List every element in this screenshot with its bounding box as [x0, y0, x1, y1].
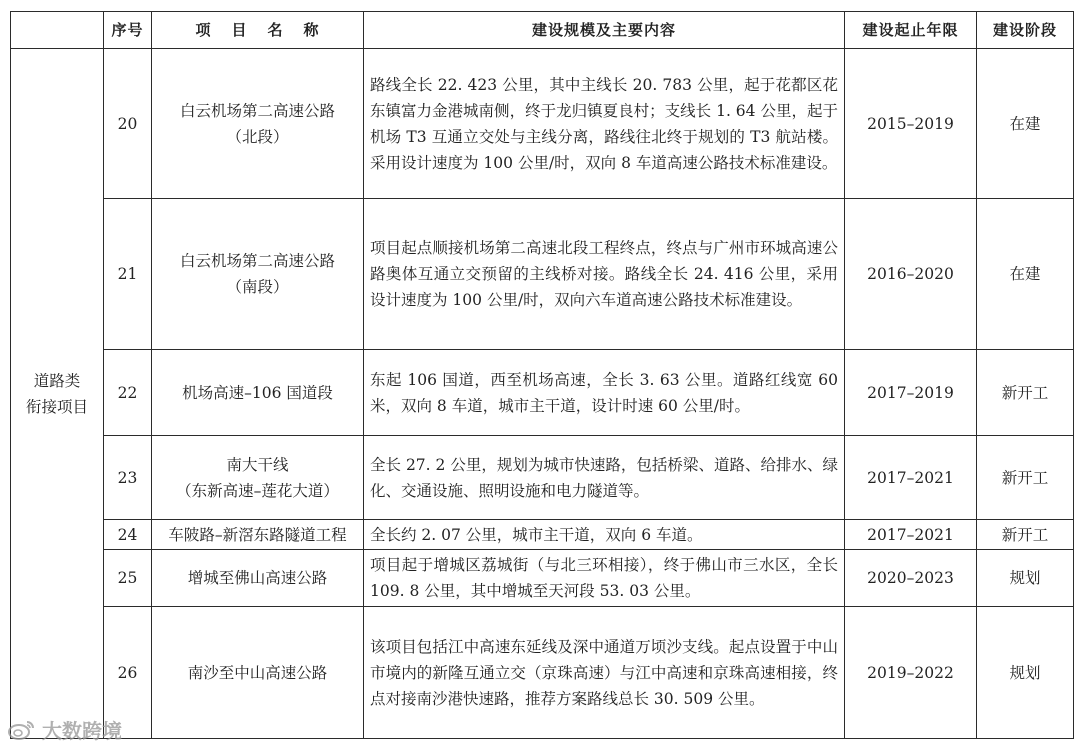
table-row [11, 436, 1074, 520]
seq-cell: 24 [104, 520, 152, 550]
years-cell: 2017–2021 [845, 520, 977, 550]
content-cell: 该项目包括江中高速东延线及深中通道万顷沙支线。起点设置于中山市境内的新隆互通立交（京珠高速）与江中高速和京珠高速相接，终点对接南沙港快速路，推荐方案路线总长 30. 509 公里。 [364, 607, 845, 739]
content-cell: 东起 106 国道，西至机场高速，全长 3. 63 公里。道路红线宽 60 米，双向 8 车道，城市主干道，设计时速 60 公里/时。 [364, 350, 845, 436]
header-name-char: 目 [231, 21, 248, 39]
content-cell: 全长约 2. 07 公里，城市主干道，双向 6 车道。 [364, 520, 845, 550]
project-name-cell [152, 199, 364, 350]
years-cell: 2017–2019 [845, 350, 977, 436]
content-cell: 路线全长 22. 423 公里，其中主线长 20. 783 公里，起于花都区花东镇富力金港城南侧，终于龙归镇夏良村；支线长 1. 64 公里，起于机场 T3 互通立交处与主线分离，路线往北终于规划的 T3 航站楼。采用设计速度为 100 公里/时，双向 8 车道高速公路技术标准建设。 [364, 49, 845, 199]
header-stage: 建设阶段 [977, 12, 1074, 49]
project-name-line: 南大干线 [226, 455, 289, 474]
project-name-line: （南段） [226, 278, 289, 296]
seq-cell: 21 [104, 199, 152, 350]
header-content: 建设规模及主要内容 [364, 12, 845, 49]
seq-cell: 25 [104, 550, 152, 607]
years-cell: 2015–2019 [845, 49, 977, 199]
stage-cell: 新开工 [977, 520, 1074, 550]
project-name-cell [152, 550, 364, 607]
table-row [11, 550, 1074, 607]
watermark [8, 715, 122, 744]
table-header-row [11, 12, 1074, 49]
content-cell: 项目起于增城区荔城街（与北三环相接），终于佛山市三水区，全长 109. 8 公里，其中增城至天河段 53. 03 公里。 [364, 550, 845, 607]
project-name-line: 机场高速–106 国道段 [182, 383, 333, 402]
project-name-cell [152, 520, 364, 550]
stage-cell: 规划 [977, 607, 1074, 739]
stage-cell: 在建 [977, 199, 1074, 350]
content-cell: 项目起点顺接机场第二高速北段工程终点，终点与广州市环城高速公路奥体互通立交预留的主线桥对接。路线全长 24. 416 公里，采用设计速度为 100 公里/时，双向六车道高速公路技术标准建设。 [364, 199, 845, 350]
table-row [11, 199, 1074, 350]
header-seq: 序号 [104, 12, 152, 49]
header-project-name [152, 12, 364, 49]
category-cell [11, 49, 104, 739]
project-name-cell [152, 350, 364, 436]
years-cell: 2017–2021 [845, 436, 977, 520]
weibo-icon [8, 719, 36, 741]
projects-table [10, 11, 1074, 739]
category-line: 衔接项目 [25, 397, 88, 416]
header-years: 建设起止年限 [845, 12, 977, 49]
project-name-cell [152, 607, 364, 739]
header-name-char: 名 [267, 21, 284, 39]
project-name-line: 南沙至中山高速公路 [187, 663, 328, 682]
stage-cell: 新开工 [977, 350, 1074, 436]
project-name-line: （东新高速–莲花大道） [176, 481, 339, 500]
header-category [11, 12, 104, 49]
content-cell: 全长 27. 2 公里，规划为城市快速路，包括桥梁、道路、给排水、绿化、交通设施、照明设施和电力隧道等。 [364, 436, 845, 520]
project-name-cell [152, 436, 364, 520]
project-name-cell [152, 49, 364, 199]
table-row [11, 520, 1074, 550]
table-row [11, 49, 1074, 199]
stage-cell: 新开工 [977, 436, 1074, 520]
table-row [11, 350, 1074, 436]
stage-cell: 在建 [977, 49, 1074, 199]
category-line: 道路类 [33, 371, 81, 390]
project-name-line: （北段） [226, 127, 289, 146]
seq-cell: 26 [104, 607, 152, 739]
seq-cell: 22 [104, 350, 152, 436]
project-name-line: 车陂路–新滘东路隧道工程 [168, 525, 347, 544]
header-name-char: 项 [195, 21, 212, 39]
seq-cell: 20 [104, 49, 152, 199]
header-name-char: 称 [303, 21, 320, 39]
years-cell: 2019–2022 [845, 607, 977, 739]
project-name-line: 白云机场第二高速公路 [179, 101, 335, 120]
watermark-text: 大数跨境 [42, 719, 122, 743]
project-name-line: 白云机场第二高速公路 [179, 252, 335, 270]
table-row [11, 607, 1074, 739]
years-cell: 2020–2023 [845, 550, 977, 607]
stage-cell: 规划 [977, 550, 1074, 607]
seq-cell: 23 [104, 436, 152, 520]
project-name-line: 增城至佛山高速公路 [187, 569, 328, 587]
years-cell: 2016–2020 [845, 199, 977, 350]
